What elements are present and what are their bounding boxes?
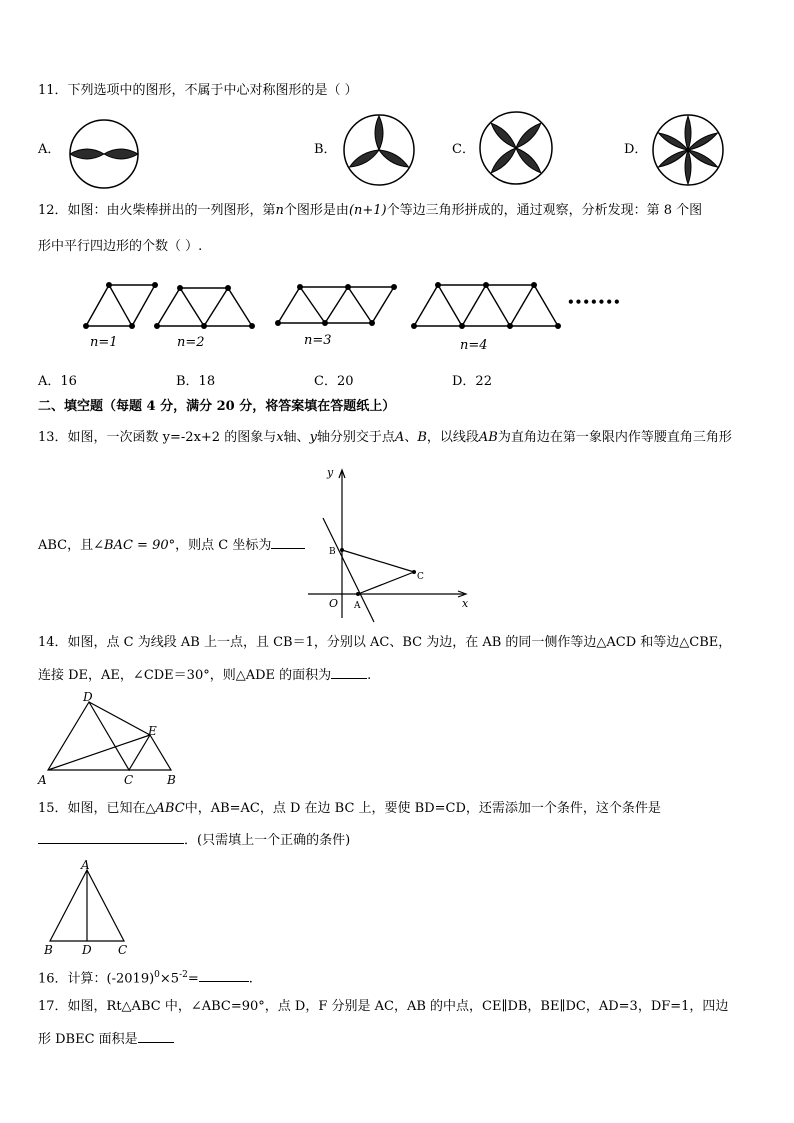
q13-stem-line2 [38,536,305,555]
q16-sup-0: 0 [154,970,160,980]
q14-label-c: C [124,773,134,787]
q13-graph-c-label: C [417,572,424,582]
q12-label-n1: n=1 [90,335,118,350]
section-2-title: 二、填空题（每题 4 分，满分 20 分，将答案填在答题纸上） [38,399,396,414]
q13-stem-b: 轴、 [283,430,310,445]
q12-stem-a: 12．如图：由火柴棒拼出的一列图形，第 [38,203,276,218]
q13-point-b: B [417,430,427,445]
q15-stem-line1 [38,800,661,818]
q14-label-e: E [148,724,157,738]
q15-line2: ．(只需填上一个正确的条件) [184,833,351,848]
q13-angle: ∠BAC = 90° [93,538,176,553]
q13-sep: 、 [404,430,418,445]
q13-x-axis: x [276,430,284,445]
q11-option-c-label: C． [452,142,475,157]
q13-graph-y-label: y [327,466,334,479]
q14-line2-b: . [367,668,372,683]
q15-stem-b: 中，AB=AC，点 D 在边 BC 上，要使 BD=CD，还需添加一个条件，这个条件是 [184,801,661,816]
q15-label-c: C [118,943,128,957]
q17-answer-blank[interactable] [138,1030,174,1043]
q11-option-a-label: A． [38,142,61,157]
q13-line2-b: ，则点 C 坐标为 [175,538,272,553]
q16-answer-blank[interactable] [199,969,249,982]
q14-figure [36,690,186,790]
q13-segment: AB [478,430,498,445]
q16-sup-2: -2 [179,970,188,980]
q12-option-c: C．20 [314,374,354,389]
q12-stem-line1 [38,202,702,220]
q12-stem-b: 个图形是由 [283,203,349,218]
q12-matchstick-figures [76,276,621,356]
q14-answer-blank[interactable] [331,666,367,679]
q13-graph-a-label: A [354,601,361,611]
q17-stem-line2 [38,1030,174,1049]
q16-stem-b: ×5 [159,971,180,987]
q11-option-c-figure [479,111,553,185]
q12-label-n3: n=3 [304,333,332,348]
q15-stem-line2 [38,831,350,850]
q13-graph-b-label: B [329,547,336,557]
q13-stem-e: 为直角边在第一象限内作等腰直角三角形 [497,430,732,445]
q12-option-b: B．18 [176,374,216,389]
q14-label-a: A [38,773,47,787]
q11-option-b-label: B． [314,142,337,157]
q17-stem-line1: 17．如图，Rt△ABC 中，∠ABC=90°，点 D，F 分别是 AC，AB 的中点，CE∥DB，BE∥DC，AD=3，DF=1，四边 [38,999,729,1014]
q15-triangle: △ABC [145,801,185,816]
q12-stem-line2: 形中平行四边形的个数（ ）. [38,239,203,254]
q12-option-a: A．16 [38,374,77,389]
q11-option-a-figure [68,118,140,190]
q12-option-d: D．22 [452,374,492,389]
q13-graph [300,462,480,632]
q11-stem: 11．下列选项中的图形，不属于中心对称图形的是（ ） [38,83,358,98]
q12-stem-c: 个等边三角形拼成的，通过观察，分析发现：第 8 个图 [386,203,703,218]
q12-expr: (n+1) [348,203,387,218]
q15-label-a: A [81,858,90,872]
q13-line2-a: ABC，且 [38,538,94,553]
q12-label-n2: n=2 [177,335,205,350]
q14-label-d: D [83,690,93,704]
q13-stem-a: 13．如图，一次函数 y=-2x+2 的图象与 [38,430,277,445]
q16-stem-c: = [187,971,199,987]
q13-y-axis: y [309,430,317,445]
q15-figure [40,858,140,958]
q14-stem-line1: 14．如图，点 C 为线段 AB 上一点，且 CB＝1，分别以 AC、BC 为边，在 AB 的同一侧作等边△ACD 和等边△CBE， [38,635,732,650]
q13-point-a: A [394,430,405,445]
q14-label-b: B [167,773,176,787]
q11-option-d-figure [652,114,724,186]
q14-stem-line2 [38,666,371,685]
q13-graph-origin-label: O [329,597,339,610]
q15-label-b: B [44,943,53,957]
q16-stem [38,966,253,988]
q15-label-d: D [82,943,92,957]
q16-stem-end: . [248,971,253,987]
q13-stem-c: 轴分别交于点 [316,430,395,445]
q13-stem-line1 [38,429,732,447]
q16-stem-a: 16．计算：(-2019) [38,971,155,987]
q12-label-n4: n=4 [460,338,488,353]
q13-stem-d: ，以线段 [426,430,479,445]
q11-option-b-figure [343,114,415,186]
q12-n: n [275,203,284,218]
q12-dots: ••••••• [567,295,621,309]
q14-line2-a: 连接 DE，AE，∠CDE＝30°，则△ADE 的面积为 [38,668,332,683]
q15-stem-a: 15．如图，已知在 [38,801,146,816]
q15-answer-blank[interactable] [38,831,184,844]
q17-line2: 形 DBEC 面积是 [38,1032,138,1047]
q13-graph-x-label: x [462,597,469,610]
q11-option-d-label: D． [624,142,648,157]
